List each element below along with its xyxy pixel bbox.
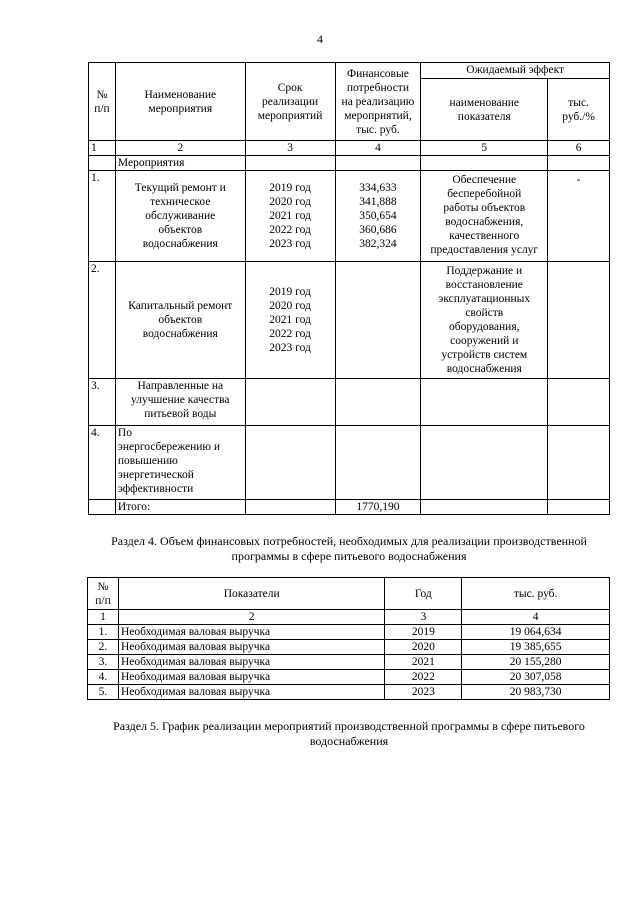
col-number: 1 (88, 610, 119, 625)
table-row (89, 262, 610, 379)
financial-needs-table (87, 577, 610, 700)
table-row (88, 670, 610, 685)
col-number: 2 (115, 141, 245, 156)
row-num: 3. (89, 379, 116, 426)
activity-unit (548, 262, 610, 379)
col-number: 5 (421, 141, 548, 156)
activity-amounts (335, 262, 421, 379)
total-row (89, 500, 610, 515)
row-num: 2. (89, 262, 116, 379)
total-value: 1770,190 (335, 500, 421, 515)
row-name: Необходимая валовая выручка (118, 625, 384, 640)
row-amount: 19 064,634 (462, 625, 610, 640)
activity-name: Капитальный ремонт объектов водоснабжения (115, 262, 245, 379)
row-year: 2022 (385, 670, 462, 685)
section5-title: Раздел 5. График реализации мероприятий производственной программы в сфере питьевого водоснабжения (113, 719, 585, 748)
header-indicator-name: наименование показателя (421, 79, 548, 141)
table-row (89, 171, 610, 262)
header-indicators: Показатели (118, 578, 384, 610)
row-name: Необходимая валовая выручка (118, 655, 384, 670)
table-row (88, 655, 610, 670)
table-row (88, 625, 610, 640)
table-row (88, 685, 610, 700)
col-number: 4 (335, 141, 421, 156)
row-num: 4. (88, 670, 119, 685)
row-num: 2. (88, 640, 119, 655)
header-term: Срок реализации мероприятий (245, 63, 335, 141)
row-num: 1. (88, 625, 119, 640)
col-number: 4 (462, 610, 610, 625)
row-name: Необходимая валовая выручка (118, 640, 384, 655)
activity-years: 2019 год 2020 год 2021 год 2022 год 2023 год (245, 262, 335, 379)
row-num: 4. (89, 426, 116, 500)
header-unit: тыс. руб./% (548, 79, 610, 141)
table-row (89, 379, 610, 426)
col-number: 2 (118, 610, 384, 625)
table-row (88, 640, 610, 655)
row-num: 3. (88, 655, 119, 670)
page-number: 4 (317, 32, 323, 46)
activity-unit: - (548, 171, 610, 262)
total-label: Итого: (115, 500, 245, 515)
row-amount: 20 155,280 (462, 655, 610, 670)
row-amount: 19 385,655 (462, 640, 610, 655)
header-effect-group: Ожидаемый эффект (421, 63, 610, 79)
row-year: 2020 (385, 640, 462, 655)
header-num: № п/п (88, 578, 119, 610)
row-year: 2021 (385, 655, 462, 670)
header-name: Наименование мероприятия (115, 63, 245, 141)
activity-name: По энергосбережению и повышению энергетической эффективности (115, 426, 245, 500)
row-year: 2019 (385, 625, 462, 640)
activity-name: Текущий ремонт и техническое обслуживание объектов водоснабжения (115, 171, 245, 262)
section-label: Мероприятия (115, 156, 245, 171)
activity-amounts: 334,633 341,888 350,654 360,686 382,324 (335, 171, 421, 262)
col-number: 3 (385, 610, 462, 625)
activities-table (88, 62, 610, 515)
row-num: 1. (89, 171, 116, 262)
row-name: Необходимая валовая выручка (118, 670, 384, 685)
col-number: 6 (548, 141, 610, 156)
col-number: 3 (245, 141, 335, 156)
section4-title: Раздел 4. Объем финансовых потребностей, необходимых для реализации производственной программы в сфере питьевого водоснабжения (111, 534, 587, 563)
header-year: Год (385, 578, 462, 610)
table-row (89, 426, 610, 500)
header-finance: Финансовые потребности на реализацию мероприятий, тыс. руб. (335, 63, 421, 141)
header-num: № п/п (89, 63, 116, 141)
row-year: 2023 (385, 685, 462, 700)
activity-indicator: Обеспечение бесперебойной работы объектов водоснабжения, качественного предоставления услуг (421, 171, 548, 262)
row-amount: 20 307,058 (462, 670, 610, 685)
row-num: 5. (88, 685, 119, 700)
row-amount: 20 983,730 (462, 685, 610, 700)
activity-name: Направленные на улучшение качества питьевой воды (115, 379, 245, 426)
activity-years: 2019 год 2020 год 2021 год 2022 год 2023 год (245, 171, 335, 262)
activity-indicator: Поддержание и восстановление эксплуатационных свойств оборудования, сооружений и устройств систем водоснабжения (421, 262, 548, 379)
col-number: 1 (89, 141, 116, 156)
header-amount: тыс. руб. (462, 578, 610, 610)
row-name: Необходимая валовая выручка (118, 685, 384, 700)
